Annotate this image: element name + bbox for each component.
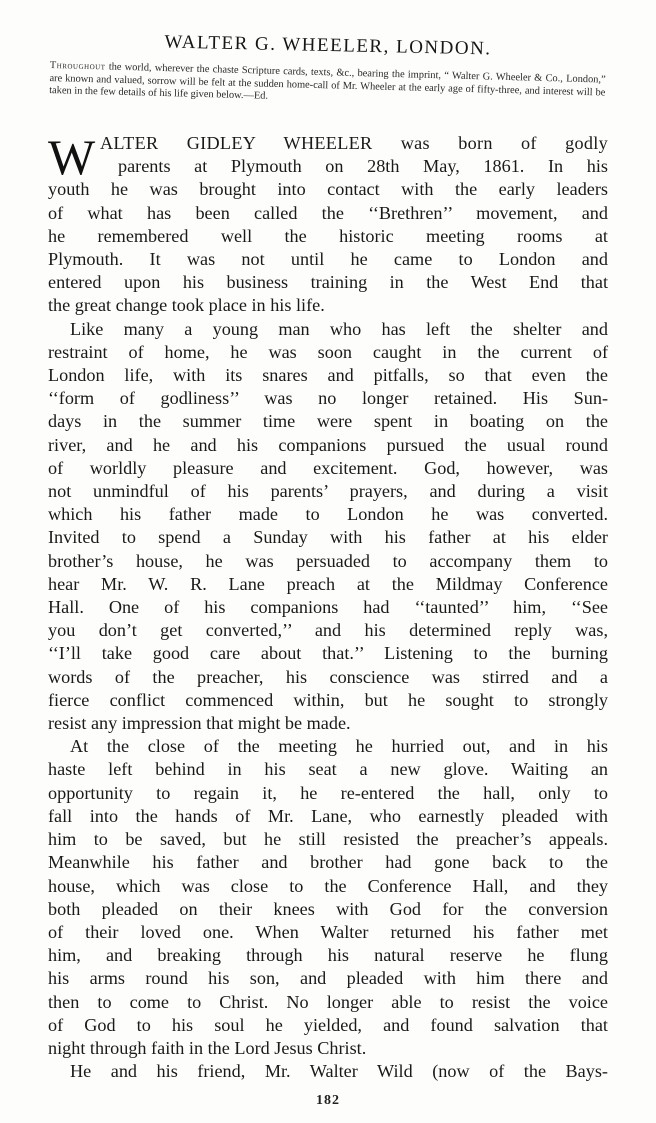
text-line: of worldly pleasure and excitement. God, however, was [48, 457, 608, 478]
text-line: of what has been called the ‘‘Brethren’’ movement, and [48, 202, 608, 223]
text-line: his arms round his son, and pleaded with him there and [48, 968, 608, 989]
editor-note [49, 60, 606, 112]
text-line: At the close of the meeting he hurried out, and in his [70, 736, 608, 757]
text-line: Invited to spend a Sunday with his father at his elder [48, 527, 608, 548]
text-line: which his father made to London he was converted. [48, 504, 608, 525]
editor-note-lead: Throughout [49, 60, 106, 73]
text-line: restraint of home, he was soon caught in the current of [48, 341, 608, 362]
text-line: house, which was close to the Conference Hall, and they [48, 875, 608, 896]
text-line: night through faith in the Lord Jesus Christ. [48, 1037, 367, 1058]
text-line: hear Mr. W. R. Lane preach at the Mildmay Conference [48, 573, 608, 594]
text-line: Plymouth. It was not until he came to London and [48, 249, 608, 270]
text-line: haste left behind in his seat a new glove. Waiting an [48, 759, 608, 780]
text-line: not unmindful of his parents’ prayers, and during a visit [48, 481, 608, 502]
text-line: opportunity to regain it, he re-entered the hall, only to [48, 782, 608, 803]
text-line: He and his friend, Mr. Walter Wild (now of the Bays- [70, 1061, 608, 1082]
text-line: river, and he and his companions pursued the usual round [48, 434, 608, 455]
text-line: of God to his soul he yielded, and found salvation that [48, 1014, 608, 1035]
text-line: words of the preacher, his conscience was stirred and a [48, 666, 608, 687]
article-title: WALTER G. WHEELER, LONDON. [164, 31, 492, 60]
text-line: Meanwhile his father and brother had gone back to the [48, 852, 608, 873]
text-line: him, and breaking through his natural reserve he flung [48, 945, 608, 966]
text-line: Hall. One of his companions had ‘‘taunted’’ him, ‘‘See [48, 597, 608, 618]
text-line: parents at Plymouth on 28th May, 1861. In his [118, 156, 608, 177]
text-line: ‘‘I’ll take good care about that.’’ Listening to the burning [48, 643, 608, 664]
editor-note-text: the world, wherever the chaste Scripture cards, texts, &c., bearing the imprint, “ Walter G. Wheeler & Co., London,” are known and valued, sorrow will be felt at the sudden home-call of Mr. Wheeler at the early age of fifty-three, and interest will be taken in the few details of his life given below.—Ed. [49, 61, 606, 102]
article-body [48, 129, 608, 1083]
text-line: both pleaded on their knees with God for the conversion [48, 898, 608, 919]
text-line: of their loved one. When Walter returned his father met [48, 921, 608, 942]
page-number: 182 [316, 1093, 340, 1108]
text-line: London life, with its snares and pitfalls, so that even the [48, 365, 608, 386]
text-line: Like many a young man who has left the shelter and [70, 318, 608, 339]
text-line: ‘‘form of godliness’’ was no longer retained. His Sun- [48, 388, 608, 409]
text-line: you don’t get converted,’’ and his determined reply was, [48, 620, 608, 641]
text-line: him to be saved, but he still resisted the preacher’s appeals. [48, 829, 608, 850]
text-line: the great change took place in his life. [48, 295, 325, 316]
text-line: fierce conflict commenced within, but he sought to strongly [48, 689, 608, 710]
text-line: ALTER GIDLEY WHEELER was born of godly [100, 133, 608, 153]
text-line: resist any impression that might be made. [48, 713, 351, 734]
text-line: entered upon his business training in the West End that [48, 272, 608, 293]
text-line: days in the summer time were spent in boating on the [48, 411, 608, 432]
text-line: brother’s house, he was persuaded to accompany them to [48, 550, 608, 571]
text-line: then to come to Christ. No longer able to resist the voice [48, 991, 608, 1012]
text-line: youth he was brought into contact with the early leaders [48, 179, 608, 200]
text-line: he remembered well the historic meeting rooms at [48, 225, 608, 246]
text-line: fall into the hands of Mr. Lane, who earnestly pleaded with [48, 805, 608, 826]
drop-cap: W [48, 129, 96, 185]
